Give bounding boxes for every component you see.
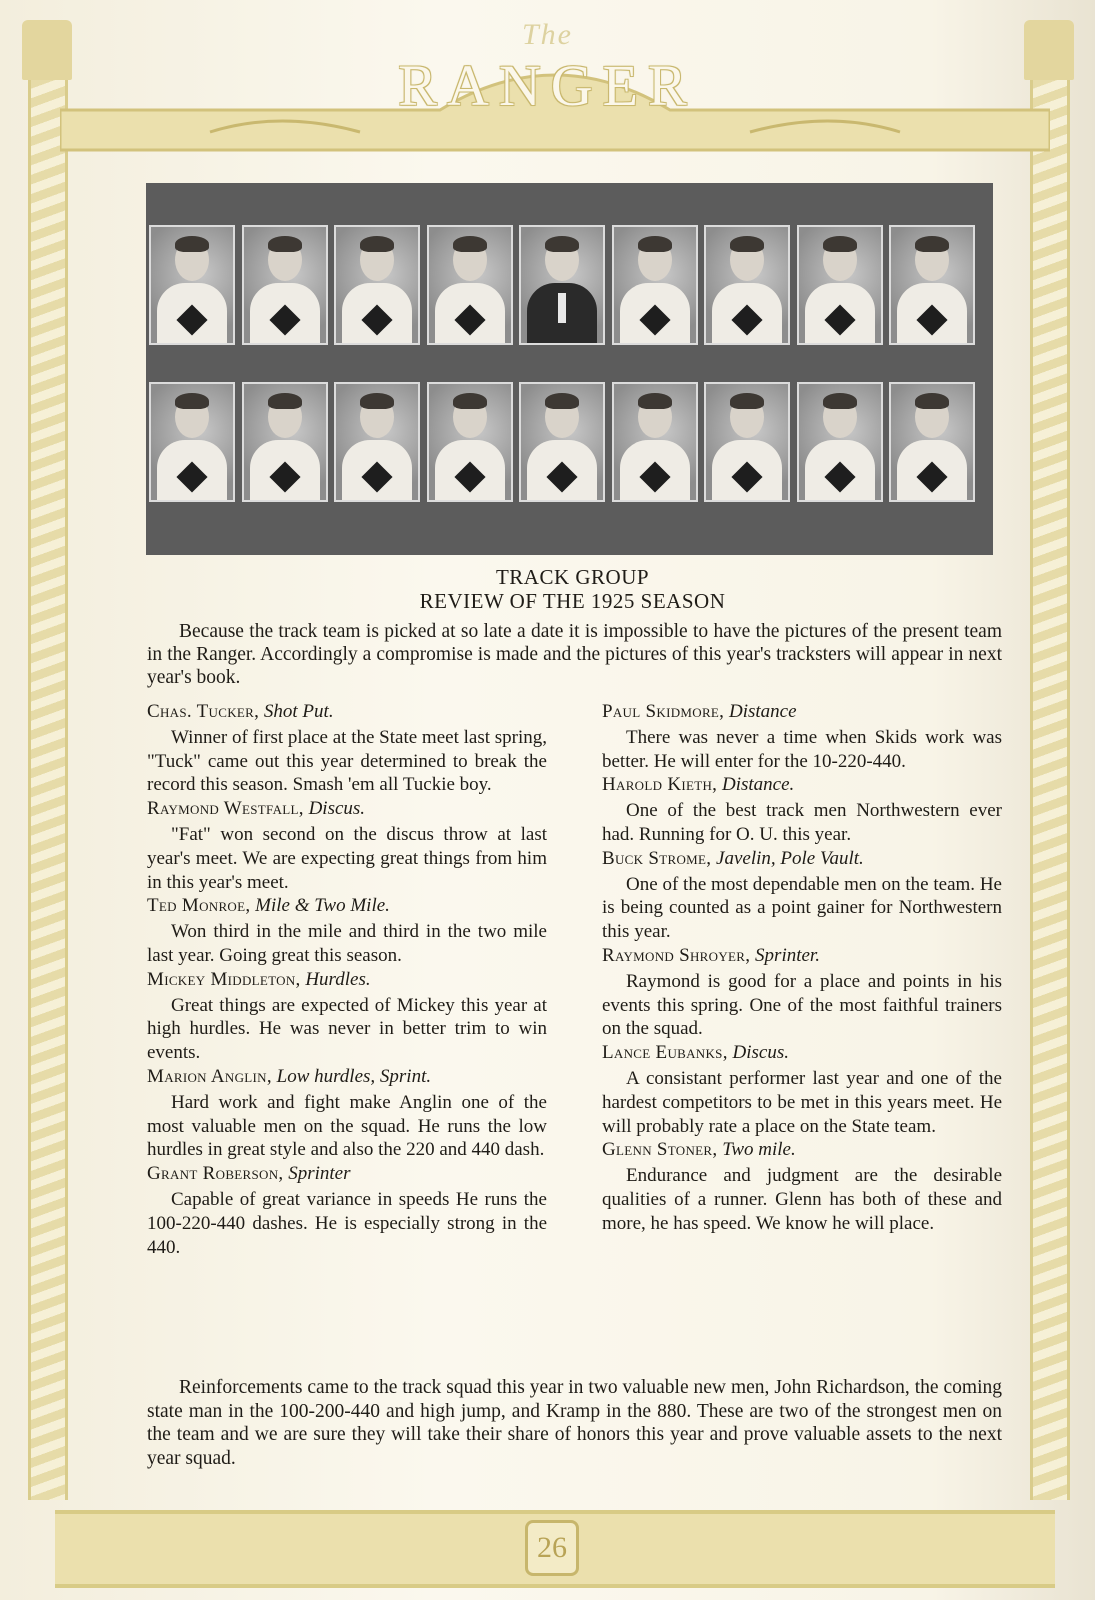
athlete-heading	[602, 1138, 1002, 1162]
right-athlete-entry	[602, 1041, 1002, 1138]
left-athlete-entry	[147, 1065, 547, 1162]
intro-text: Because the track team is picked at so late a date it is impossible to have the pictures of the present team in the Ranger. Accordingly a compromise is made and the pictures of this year's tracksters will appear in next year's book.	[147, 621, 1002, 688]
athlete-name: Paul Skidmore,	[602, 701, 725, 722]
athlete-event: Shot Put.	[263, 701, 334, 722]
athlete-description: Great things are expected of Mickey this year at high hurdles. He was never in better trim to win events.	[147, 994, 547, 1064]
athlete-event: Discus.	[732, 1042, 789, 1064]
athlete-portrait	[889, 225, 975, 345]
athlete-heading	[602, 773, 1002, 797]
athlete-portrait	[704, 225, 790, 345]
athlete-name: Marion Anglin,	[147, 1065, 272, 1087]
athlete-event: Mile & Two Mile.	[255, 895, 390, 917]
athlete-portrait	[612, 225, 698, 345]
athlete-name: Raymond Westfall,	[147, 798, 304, 820]
athlete-heading	[602, 1041, 1002, 1065]
closing-text: Reinforcements came to the track squad this year in two valuable new men, John Richardson, the coming state man in the 100-200-440 and high jump, and Kramp in the 880. These are two of the strongest men on the team and we are sure they will take their share of honors this year and prove valuable assets to the next year squad.	[147, 1377, 1002, 1469]
track-group-heading: TRACK GROUP	[495, 565, 650, 589]
right-athlete-entry	[602, 700, 1002, 773]
left-athlete-entry	[147, 894, 547, 967]
track-team-photo-panel	[146, 183, 993, 555]
left-athlete-entry	[147, 700, 547, 797]
athlete-description: A consistant performer last year and one of the hardest competitors to be met in this years meet. He will probably rate a place on the State team.	[602, 1067, 1002, 1137]
athlete-portrait	[797, 382, 883, 502]
athlete-portrait	[242, 225, 328, 345]
athlete-heading	[147, 968, 547, 992]
athlete-name: Buck Strome,	[602, 847, 712, 869]
athlete-description: One of the most dependable men on the team. He is being counted as a point gainer for Northwestern this year.	[602, 873, 1002, 943]
right-athlete-entry	[602, 944, 1002, 1041]
athlete-description: One of the best track men Northwestern ever had. Running for O. U. this year.	[602, 800, 1002, 845]
left-athlete-entry	[147, 797, 547, 894]
athlete-heading	[147, 894, 547, 918]
left-athlete-entry	[147, 968, 547, 1065]
athlete-portrait	[149, 382, 235, 502]
athlete-name: Glenn Stoner,	[602, 1139, 718, 1161]
athlete-portrait	[427, 225, 513, 345]
right-athlete-entry	[602, 1138, 1002, 1235]
athlete-portrait	[427, 382, 513, 502]
athlete-event: Sprinter.	[755, 944, 820, 966]
athlete-event: Discus.	[308, 798, 366, 820]
closing-paragraph	[147, 1376, 1002, 1470]
athlete-heading	[147, 797, 547, 821]
athlete-portrait	[519, 225, 605, 345]
athlete-event: Hurdles.	[305, 968, 371, 990]
athlete-event: Sprinter	[288, 1163, 351, 1185]
athlete-description: Hard work and fight make Anglin one of the most valuable men on the squad. He runs the low hurdles in great style and also the 220 and 440 dash.	[147, 1091, 547, 1161]
athlete-portrait	[149, 225, 235, 345]
athlete-portrait	[797, 225, 883, 345]
athlete-heading	[602, 944, 1002, 968]
title-ranger: RANGER	[398, 53, 697, 118]
athlete-description: There was never a time when Skids work was better. He will enter for the 10-220-440.	[602, 726, 1002, 772]
intro-paragraph	[147, 620, 1002, 689]
athlete-description: Raymond is good for a place and points in his events this spring. One of the most faithful trainers on the squad.	[602, 970, 1002, 1040]
athlete-name: Raymond Shroyer,	[602, 944, 751, 966]
left-column	[147, 700, 547, 1259]
athlete-name: Grant Roberson,	[147, 1163, 284, 1185]
athlete-heading	[147, 700, 547, 724]
athlete-event: Distance.	[721, 774, 795, 796]
athlete-heading	[147, 1162, 547, 1186]
athlete-event: Two mile.	[722, 1139, 796, 1161]
athlete-description: Won third in the mile and third in the two mile last year. Going great this season.	[147, 921, 547, 966]
athlete-event: Low hurdles, Sprint.	[276, 1065, 432, 1087]
title-the: The	[522, 18, 573, 51]
athlete-name: Harold Kieth,	[602, 774, 718, 796]
right-athlete-entry	[602, 847, 1002, 944]
page-number: 26	[525, 1520, 579, 1576]
athlete-heading	[147, 1065, 547, 1089]
athlete-portrait	[334, 225, 420, 345]
season-review-heading: REVIEW OF THE 1925 SEASON	[419, 589, 726, 613]
athlete-event: Javelin, Pole Vault.	[716, 847, 864, 869]
athlete-name: Mickey Middleton,	[147, 968, 301, 990]
athlete-portrait	[612, 382, 698, 502]
athlete-description: "Fat" won second on the discus throw at last year's meet. We are expecting great things from him in this year's meet.	[147, 823, 547, 893]
athlete-name: Ted Monroe,	[147, 895, 251, 917]
right-column	[602, 700, 1002, 1236]
athlete-portrait	[519, 382, 605, 502]
athlete-heading	[602, 700, 1002, 724]
athlete-portrait	[704, 382, 790, 502]
athlete-description: Endurance and judgment are the desirable qualities of a runner. Glenn has both of these and more, he has speed. We know he will place.	[602, 1165, 1002, 1234]
left-athlete-entry	[147, 1162, 547, 1259]
athlete-description: Capable of great variance in speeds He runs the 100-220-440 dashes. He is especially strong in the 440.	[147, 1188, 547, 1258]
athlete-event: Distance	[728, 701, 797, 722]
athlete-portrait	[334, 382, 420, 502]
left-ornamental-pillar	[28, 60, 68, 1500]
right-athlete-entry	[602, 773, 1002, 846]
right-ornamental-pillar	[1030, 60, 1070, 1500]
athlete-description: Winner of first place at the State meet last spring, "Tuck" came out this year determined to break the record this season. Smash 'em all Tuckie boy.	[147, 726, 547, 796]
athlete-name: Lance Eubanks,	[602, 1042, 728, 1064]
athlete-name: Chas. Tucker,	[147, 701, 260, 722]
athlete-heading	[602, 847, 1002, 871]
athlete-portrait	[242, 382, 328, 502]
athlete-portrait	[889, 382, 975, 502]
